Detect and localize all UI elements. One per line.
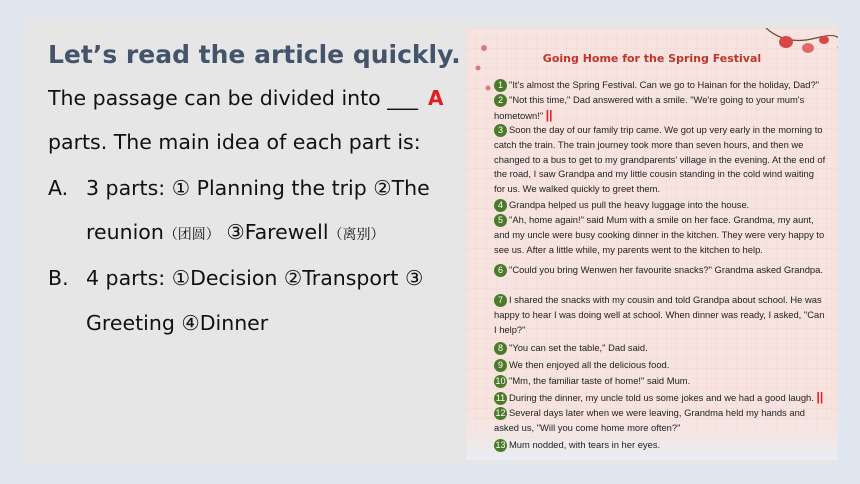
paragraph-text: Mum nodded, with tears in her eyes.	[509, 439, 661, 450]
paragraph-number: 2	[494, 94, 507, 107]
part-divider: ||	[816, 390, 824, 404]
article-paragraph-4	[494, 198, 826, 213]
paragraph-number: 13	[495, 440, 506, 451]
paragraph-text: Soon the day of our family trip came. We got up very early in the morning to catch the train. The train journey took more than seven hours, and then we changed to a bus to get to my grandparents' village in the evening. At the end of the road, I saw Grandpa and my little cousin standing in the cold wind waiting for us. We walked quickly to greet them.	[494, 124, 826, 195]
paragraph-text: Grandpa helped us pull the heavy luggage into the house.	[509, 199, 750, 210]
part-divider: ||	[545, 107, 553, 122]
slide-heading: Let’s read the article quickly.	[48, 40, 461, 69]
paragraph-text: Several days later when we were leaving, Grandma held my hands and asked us, "Will you come home more often?"	[494, 407, 805, 433]
paragraph-text: "It's almost the Spring Festival. Can we go to Hainan for the holiday, Dad?"	[509, 79, 819, 90]
option-a-line-1: 3 parts: ① Planning the trip ②The	[86, 176, 430, 200]
paragraph-text: "You can set the table," Dad said.	[509, 342, 648, 353]
option-b-line-2: Greeting ④Dinner	[86, 311, 269, 335]
paragraph-number: 3	[494, 124, 507, 137]
paragraph-number: 8	[494, 342, 507, 355]
paragraph-number: 9	[494, 359, 507, 372]
option-b-line-1: 4 parts: ①Decision ②Transport ③	[86, 266, 424, 290]
article-paragraph-7	[494, 293, 826, 337]
paragraph-number: 6	[494, 264, 507, 277]
article-paragraph-6	[494, 263, 826, 278]
article-paragraph-1	[494, 78, 826, 93]
paragraph-number: 5	[494, 214, 507, 227]
paragraph-text: "Not this time," Dad answered with a smile. "We're going to your mum's hometown!"	[494, 94, 805, 121]
option-a-reunion: reunion	[86, 220, 164, 244]
answer-mark: A	[428, 86, 444, 110]
article-paragraph-5	[494, 213, 826, 257]
article-paragraph-2	[494, 93, 826, 124]
article-image	[466, 28, 838, 460]
question-line-2: parts. The main idea of each part is:	[48, 130, 421, 154]
paragraph-number: 10	[495, 376, 506, 387]
paragraph-text: "Ah, home again!" said Mum with a smile on her face. Grandma, my aunt, and my uncle were busy cooking dinner in the kitchen. They were very happy to see us. After a little while, my parents went to the kitchen to help.	[494, 214, 825, 255]
option-a-farewell-cjk: （离别）	[328, 227, 385, 243]
paragraph-text: "Could you bring Wenwen her favourite snacks?" Grandma asked Grandpa.	[509, 264, 823, 275]
option-a-line-2	[86, 220, 385, 244]
article-paragraph-8	[494, 341, 826, 356]
article-paragraph-10	[494, 374, 826, 389]
article-paragraph-13	[494, 438, 826, 453]
article-paragraph-9	[494, 358, 826, 373]
article-paragraph-3	[494, 123, 826, 197]
article-paragraph-12	[494, 406, 826, 436]
question-line-1: The passage can be divided into ___	[48, 86, 418, 110]
paragraph-number: 1	[494, 79, 507, 92]
paragraph-text: We then enjoyed all the delicious food.	[509, 359, 670, 370]
paragraph-number: 11	[495, 393, 506, 404]
paragraph-text: "Mm, the familiar taste of home!" said Mum.	[509, 375, 691, 386]
paragraph-number: 7	[494, 294, 507, 307]
option-a-letter: A.	[48, 176, 69, 200]
article-paragraph-11	[494, 390, 826, 406]
option-a-farewell: ③Farewell	[219, 220, 329, 244]
paragraph-number: 12	[495, 408, 506, 419]
paragraph-text: I shared the snacks with my cousin and told Grandpa about school. He was happy to hear I was doing well at school. When dinner was ready, I asked, "Can I help?"	[494, 294, 825, 335]
article-title: Going Home for the Spring Festival	[542, 52, 762, 65]
paragraph-text: During the dinner, my uncle told us some jokes and we had a good laugh.	[509, 392, 814, 403]
option-a-reunion-cjk: （团圆）	[163, 227, 220, 243]
paragraph-number: 4	[494, 199, 507, 212]
option-b-letter: B.	[48, 266, 69, 290]
